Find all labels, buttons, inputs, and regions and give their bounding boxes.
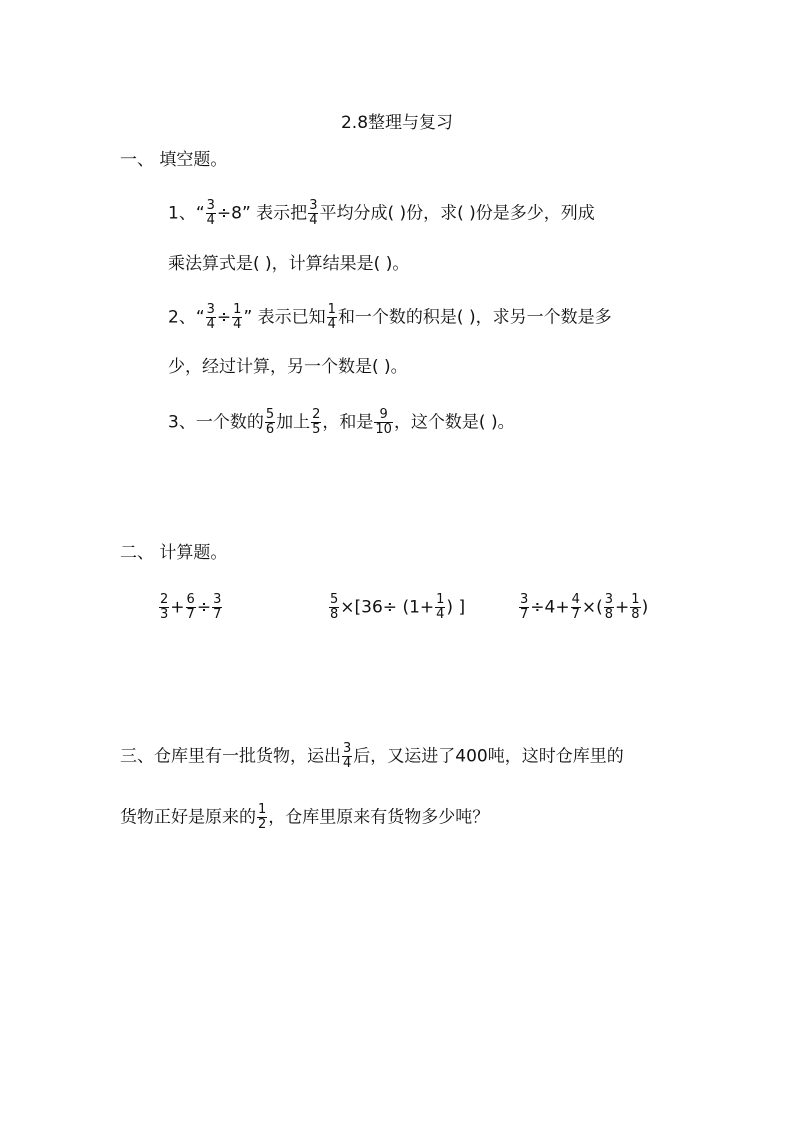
fraction-numerator: 1 (233, 302, 242, 317)
e3-fraction-3 (604, 593, 614, 622)
fraction-numerator: 3 (309, 198, 318, 213)
q3-text-c: ，和是 (322, 412, 374, 433)
e2-text-b: ) ] (446, 597, 466, 618)
e3-fraction-2 (571, 593, 581, 622)
q2-fraction-3 (327, 303, 337, 332)
expression-1 (158, 593, 223, 622)
fraction-denominator: 8 (631, 607, 640, 622)
e1-fraction-2 (186, 593, 196, 622)
e3-text-c: ) (641, 597, 649, 618)
fraction-numerator: 2 (160, 592, 169, 607)
section2-heading: 二、 计算题。 (120, 543, 228, 563)
fraction-numerator: 5 (330, 592, 339, 607)
s3-text-c: 货物正好是原来的 (120, 807, 256, 828)
q2-text-b: ” 表示已知 (243, 307, 326, 328)
fraction-numerator: 3 (206, 302, 215, 317)
q1-fraction-2 (308, 199, 318, 228)
fraction-denominator: 8 (604, 607, 614, 622)
e2-fraction-1 (329, 593, 339, 622)
q3-text-b: 加上 (276, 412, 311, 433)
e1-operator-1: + (170, 597, 185, 618)
fraction-denominator: 10 (375, 422, 392, 437)
fraction-numerator: 3 (520, 592, 529, 607)
fraction-numerator: 1 (436, 592, 445, 607)
fraction-denominator: 4 (436, 607, 445, 622)
fraction-numerator: 4 (571, 592, 580, 607)
section1-heading: 一、 填空题。 (120, 150, 228, 170)
e3-operator: + (615, 597, 630, 618)
fraction-numerator: 3 (343, 741, 352, 756)
fraction-numerator: 9 (379, 407, 388, 422)
s3-text-b: 后，又运进了400吨，这时仓库里的 (353, 746, 624, 767)
fraction-numerator: 6 (186, 592, 195, 607)
fraction-denominator: 4 (206, 317, 215, 332)
e3-text-b: ×( (581, 597, 603, 618)
fraction-denominator: 6 (265, 422, 275, 437)
q2-text-c: 和一个数的积是( )，求另一个数是多 (337, 307, 612, 328)
e3-fraction-1 (519, 593, 529, 622)
q1-fraction-1 (206, 199, 216, 228)
q1-text-a: 1、“ (168, 203, 205, 224)
e3-fraction-4 (630, 593, 640, 622)
q2-text-a: 2、“ (168, 307, 205, 328)
fraction-denominator: 2 (258, 817, 267, 832)
section3-line1 (120, 742, 624, 771)
fraction-denominator: 4 (327, 317, 336, 332)
fraction-denominator: 8 (330, 607, 339, 622)
page-title: 2.8整理与复习 (340, 113, 454, 133)
q3-text-d: ，这个数是( )。 (393, 412, 515, 433)
q3-fraction-1 (265, 408, 275, 437)
q3-fraction-2 (311, 408, 321, 437)
fraction-numerator: 1 (258, 802, 267, 817)
fraction-numerator: 1 (631, 592, 640, 607)
s3-fraction-2 (257, 803, 267, 832)
fraction-numerator: 3 (213, 592, 222, 607)
q1-text-b: ÷8” 表示把 (216, 203, 308, 224)
e1-fraction-3 (212, 593, 222, 622)
q3-fraction-3 (374, 408, 393, 437)
fraction-denominator: 5 (312, 422, 321, 437)
fraction-denominator: 4 (309, 213, 318, 228)
q1-text-c: 平均分成( )份，求( )份是多少，列成 (319, 203, 595, 224)
e3-text-a: ÷4+ (530, 597, 570, 618)
s3-text-a: 三、仓库里有一批货物，运出 (120, 746, 341, 767)
fraction-denominator: 7 (571, 607, 580, 622)
section3-line2 (120, 803, 489, 832)
fraction-numerator: 3 (604, 592, 614, 607)
fraction-denominator: 4 (233, 317, 242, 332)
fraction-numerator: 5 (265, 407, 275, 422)
q2-fraction-1 (206, 303, 216, 332)
fraction-denominator: 7 (213, 607, 222, 622)
fraction-denominator: 7 (520, 607, 529, 622)
q2-line1 (168, 303, 612, 332)
s3-text-d: ，仓库里原来有货物多少吨？ (268, 807, 490, 828)
expression-3 (518, 593, 648, 622)
e1-fraction-1 (159, 593, 169, 622)
fraction-denominator: 4 (206, 213, 215, 228)
fraction-numerator: 3 (206, 198, 215, 213)
q1-line1 (168, 199, 595, 228)
expression-2 (328, 593, 465, 622)
fraction-denominator: 4 (343, 756, 352, 771)
q1-line2: 乘法算式是( )，计算结果是( )。 (168, 254, 410, 274)
fraction-numerator: 2 (312, 407, 321, 422)
q2-operator: ÷ (216, 307, 232, 328)
fraction-numerator: 1 (327, 302, 336, 317)
fraction-denominator: 7 (186, 607, 195, 622)
q3-line (168, 408, 515, 437)
q3-text-a: 3、一个数的 (168, 412, 264, 433)
e2-fraction-2 (435, 593, 445, 622)
e2-text-a: ×[36÷ (1+ (340, 597, 435, 618)
q2-fraction-2 (232, 303, 242, 332)
q2-line2: 少，经过计算，另一个数是( )。 (168, 357, 408, 377)
s3-fraction-1 (342, 742, 352, 771)
fraction-denominator: 3 (160, 607, 169, 622)
e1-operator-2: ÷ (196, 597, 212, 618)
